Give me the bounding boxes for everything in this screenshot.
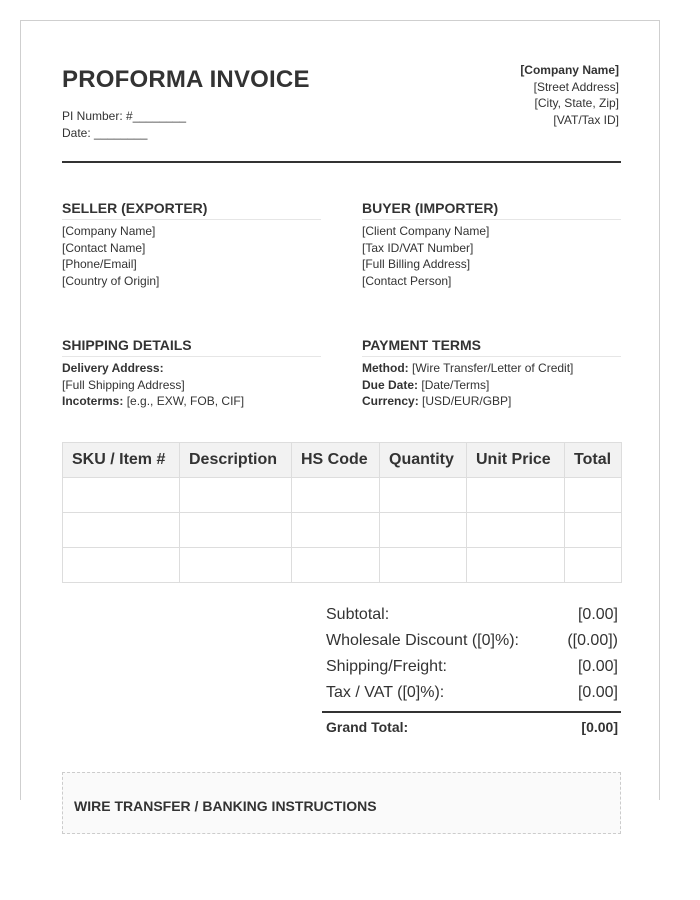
subtotal-row xyxy=(322,605,621,631)
invoice-title: PROFORMA INVOICE xyxy=(62,66,310,93)
shipping-value: [0.00] xyxy=(577,658,618,675)
buyer-line: [Contact Person] xyxy=(362,273,452,288)
totals-block xyxy=(322,605,621,739)
table-cell[interactable] xyxy=(63,548,180,583)
bank-instructions-box xyxy=(62,772,621,834)
company-vat: [VAT/Tax ID] xyxy=(553,112,619,127)
buyer-section xyxy=(362,200,621,289)
tax-value: [0.00] xyxy=(577,684,618,701)
tax-label: Tax / VAT ([0]%): xyxy=(326,684,445,701)
table-cell[interactable] xyxy=(565,478,622,513)
shipping-label: Shipping/Freight: xyxy=(326,658,447,675)
table-cell[interactable] xyxy=(565,548,622,583)
tax-row xyxy=(322,683,621,709)
seller-line: [Company Name] xyxy=(62,224,156,238)
table-cell[interactable] xyxy=(565,513,622,548)
discount-row xyxy=(322,631,621,657)
column-header-description: Description xyxy=(180,443,292,478)
currency-value: [USD/EUR/GBP] xyxy=(422,394,512,408)
buyer-line: [Client Company Name] xyxy=(362,224,490,238)
grand-total-value: [0.00] xyxy=(581,719,618,735)
subtotal-label: Subtotal: xyxy=(326,606,390,623)
shipping-row xyxy=(322,657,621,683)
method-value: [Wire Transfer/Letter of Credit] xyxy=(412,361,574,375)
delivery-value: [Full Shipping Address] xyxy=(62,377,185,392)
bank-instructions-title: WIRE TRANSFER / BANKING INSTRUCTIONS xyxy=(74,798,377,814)
seller-title: SELLER (EXPORTER) xyxy=(62,200,321,220)
buyer-title: BUYER (IMPORTER) xyxy=(362,200,621,220)
method-label: Method: xyxy=(362,361,409,375)
column-header-unit-price: Unit Price xyxy=(467,443,565,478)
delivery-label: Delivery Address: xyxy=(62,361,164,375)
subtotal-value: [0.00] xyxy=(577,606,618,623)
due-date-value: [Date/Terms] xyxy=(421,377,490,392)
table-row xyxy=(63,478,622,513)
table-row xyxy=(63,513,622,548)
table-cell[interactable] xyxy=(180,548,292,583)
company-street: [Street Address] xyxy=(533,79,619,94)
invoice-meta xyxy=(62,108,186,141)
payment-title: PAYMENT TERMS xyxy=(362,337,621,357)
table-cell[interactable] xyxy=(292,513,380,548)
table-row xyxy=(63,548,622,583)
invoice-date: Date: ________ xyxy=(62,125,148,140)
column-header-total: Total xyxy=(565,443,622,478)
buyer-line: [Tax ID/VAT Number] xyxy=(362,240,474,255)
shipping-lines xyxy=(62,360,321,410)
table-cell[interactable] xyxy=(180,513,292,548)
company-block xyxy=(520,62,619,128)
header-divider xyxy=(62,161,621,163)
buyer-line: [Full Billing Address] xyxy=(362,257,471,271)
seller-line: [Phone/Email] xyxy=(62,257,137,271)
table-header-row xyxy=(63,443,622,478)
table-cell[interactable] xyxy=(292,548,380,583)
seller-section xyxy=(62,200,321,289)
table-cell[interactable] xyxy=(380,513,467,548)
payment-section xyxy=(362,337,621,410)
column-header-sku: SKU / Item # xyxy=(63,443,180,478)
seller-line: [Contact Name] xyxy=(62,240,146,255)
table-cell[interactable] xyxy=(380,548,467,583)
discount-label: Wholesale Discount ([0]%): xyxy=(326,632,519,649)
column-header-quantity: Quantity xyxy=(380,443,467,478)
due-date-label: Due Date: xyxy=(362,377,419,392)
grand-total-label: Grand Total: xyxy=(326,719,409,735)
table-cell[interactable] xyxy=(292,478,380,513)
shipping-title: SHIPPING DETAILS xyxy=(62,337,321,357)
table-cell[interactable] xyxy=(63,478,180,513)
currency-label: Currency: xyxy=(362,394,419,408)
shipping-section xyxy=(62,337,321,410)
table-cell[interactable] xyxy=(380,478,467,513)
pi-number: PI Number: #________ xyxy=(62,109,187,123)
incoterms-value: [e.g., EXW, FOB, CIF] xyxy=(126,394,245,408)
table-cell[interactable] xyxy=(467,478,565,513)
seller-line: [Country of Origin] xyxy=(62,273,160,288)
seller-lines xyxy=(62,223,321,289)
column-header-hs-code: HS Code xyxy=(292,443,380,478)
discount-value: ([0.00]) xyxy=(567,632,618,649)
table-cell[interactable] xyxy=(467,548,565,583)
company-city: [City, State, Zip] xyxy=(534,96,619,110)
invoice-page xyxy=(20,20,660,814)
table-cell[interactable] xyxy=(180,478,292,513)
table-cell[interactable] xyxy=(63,513,180,548)
grand-total-row xyxy=(322,711,621,739)
table-cell[interactable] xyxy=(467,513,565,548)
buyer-lines xyxy=(362,223,621,289)
incoterms-label: Incoterms: xyxy=(62,394,124,408)
company-name: [Company Name] xyxy=(520,63,619,77)
payment-lines xyxy=(362,360,621,410)
items-table xyxy=(62,442,622,583)
